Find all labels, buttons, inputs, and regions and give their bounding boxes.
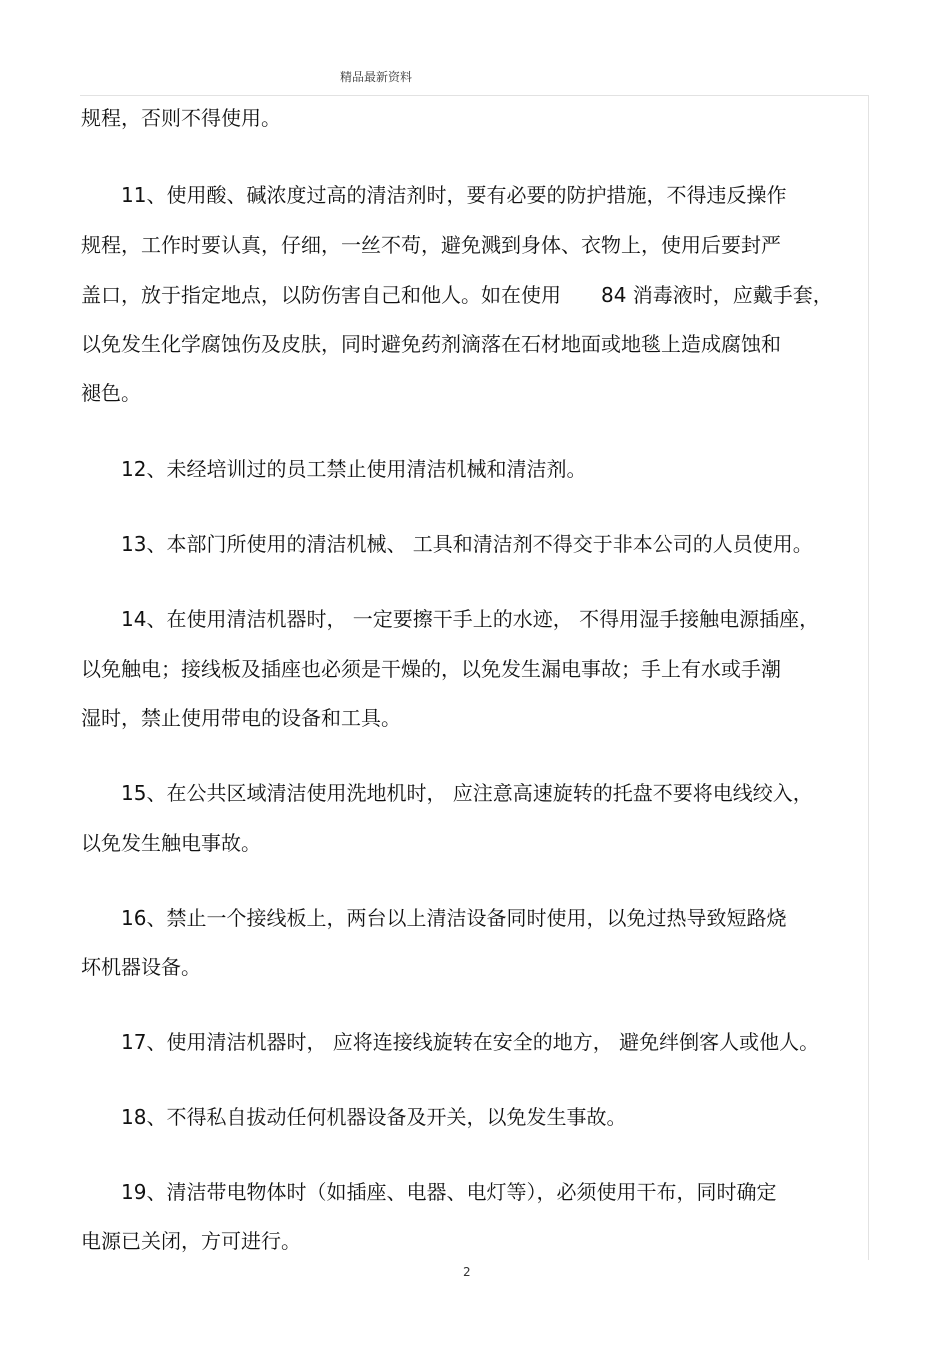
text-line: 规程，工作时要认真，仔细，一丝不苟，避免溅到身体、衣物上，使用后要封严 [81,233,781,257]
text-line: 以免触电；接线板及插座也必须是干燥的，以免发生漏电事故；手上有水或手潮 [81,657,781,681]
text-line: 湿时，禁止使用带电的设备和工具。 [81,706,401,730]
page-number: 2 [463,1265,471,1279]
right-margin-line [868,95,869,1260]
text-line: 18、不得私自拔动任何机器设备及开关，以免发生事故。 [121,1105,627,1129]
text-line: 以免发生化学腐蚀伤及皮肤，同时避免药剂滴落在石材地面或地毯上造成腐蚀和 [81,332,781,356]
text-line: 16、禁止一个接线板上，两台以上清洁设备同时使用，以免过热导致短路烧 [121,906,787,930]
text-line: 盖口，放于指定地点，以防伤害自己和他人。如在使用 84 消毒液时，应戴手套， [81,283,833,307]
text-line: 14、在使用清洁机器时， 一定要擦干手上的水迹， 不得用湿手接触电源插座， [121,607,820,631]
text-line: 电源已关闭，方可进行。 [81,1229,301,1253]
text-line: 11、使用酸、碱浓度过高的清洁剂时，要有必要的防护措施，不得违反操作 [121,183,787,207]
text-line: 19、清洁带电物体时（如插座、电器、电灯等），必须使用干布，同时确定 [121,1180,777,1204]
text-line: 以免发生触电事故。 [81,831,261,855]
page-header: 精品最新资料 [340,70,413,84]
text-line: 17、使用清洁机器时， 应将连接线旋转在安全的地方， 避免绊倒客人或他人。 [121,1030,820,1054]
text-line: 15、在公共区域清洁使用洗地机时， 应注意高速旋转的托盘不要将电线绞入， [121,781,813,805]
text-line: 12、未经培训过的员工禁止使用清洁机械和清洁剂。 [121,457,587,481]
text-line: 褪色。 [81,381,141,405]
text-line: 坏机器设备。 [81,955,201,979]
text-line: 规程，否则不得使用。 [81,106,281,130]
text-line: 13、本部门所使用的清洁机械、 工具和清洁剂不得交于非本公司的人员使用。 [121,532,813,556]
header-divider [80,95,868,96]
